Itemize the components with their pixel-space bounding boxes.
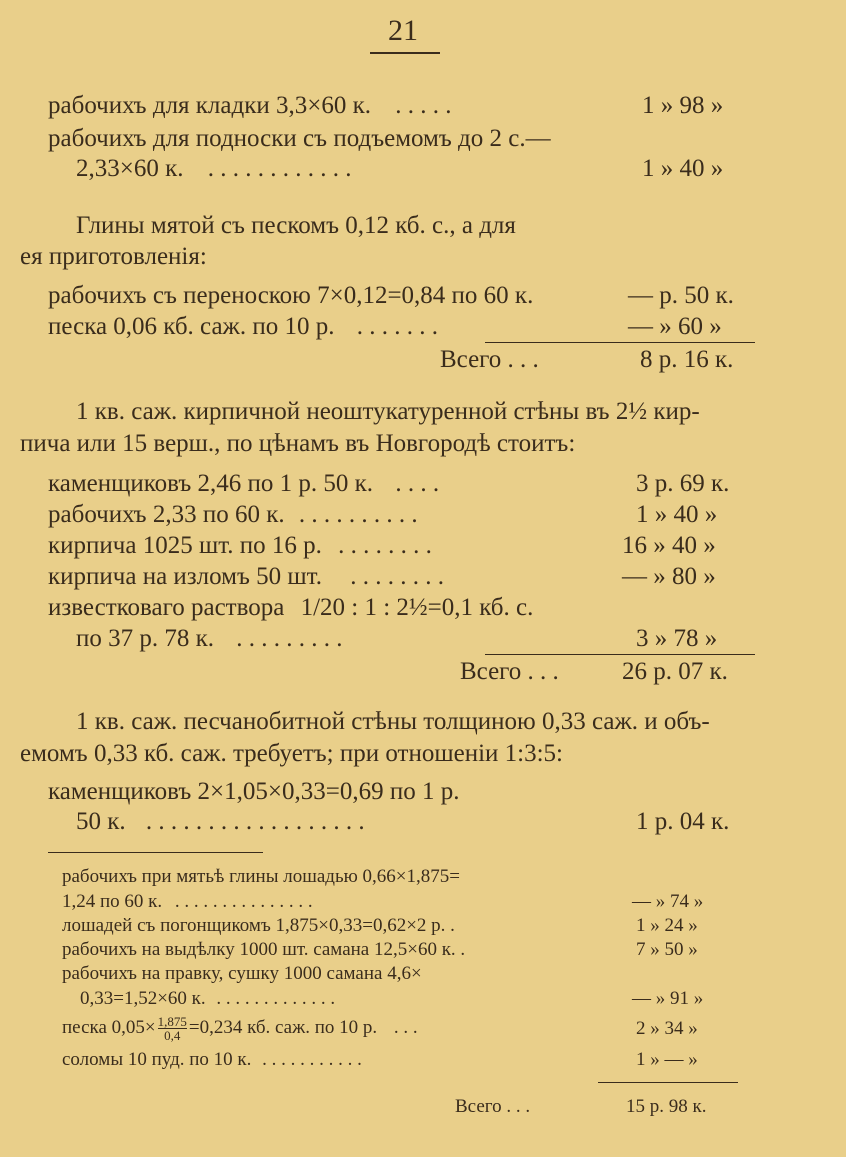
value-sand: — » 60 »	[628, 313, 722, 340]
value-workers-laying: 1 » 98 »	[642, 92, 724, 119]
value-workers-carrying: 1 » 40 »	[642, 155, 724, 182]
line-workers-laying: рабочихъ для кладки 3,3×60 к. . . . . .	[48, 92, 452, 119]
footnote-value-clay-mixing: — » 74 »	[632, 891, 704, 912]
total-label: Всего . . .	[440, 346, 539, 373]
value-masons: 3 р. 69 к.	[636, 470, 730, 497]
line-workers: рабочихъ 2,33 по 60 к. . . . . . . . . . .	[48, 501, 418, 528]
footnote-total-value: 15 р. 98 к.	[626, 1096, 707, 1117]
footnote-line-clay-mixing: рабочихъ при мятьѣ глины лошадью 0,66×1,875=	[62, 866, 460, 887]
fraction: $\frac{1,875}{0,4}$	[157, 1014, 187, 1043]
line-lime-mortar-price: по 37 р. 78 к. . . . . . . . . .	[76, 625, 343, 652]
sum-rule	[598, 1082, 738, 1083]
line-masons-rammed-cont: 50 к. . . . . . . . . . . . . . . . . . .	[76, 808, 365, 835]
value-lime-mortar: 3 » 78 »	[636, 625, 718, 652]
page-number: 21	[388, 14, 418, 47]
footnote-line-adobe-drying: рабочихъ на правку, сушку 1000 самана 4,6×	[62, 963, 422, 984]
line-bricks: кирпича 1025 шт. по 16 р. . . . . . . . .	[48, 532, 432, 559]
paragraph-clay-cont: ея приготовленія:	[20, 243, 207, 270]
footnote-value-adobe-drying: — » 91 »	[632, 988, 704, 1009]
page-number-underline	[370, 52, 440, 54]
footnote-total-label: Всего . . .	[455, 1096, 531, 1117]
footnote-line-clay-mixing-cont: 1,24 по 60 к. . . . . . . . . . . . . . . .	[62, 891, 313, 912]
leader-dots: . . . . . . . . . .	[298, 501, 418, 528]
paragraph-rammed-wall-cont: емомъ 0,33 кб. саж. требуетъ; при отношеніи 1:3:5:	[20, 740, 563, 767]
leader-dots: . . .	[393, 1016, 418, 1038]
total-value: 8 р. 16 к.	[640, 346, 734, 373]
sum-rule	[485, 654, 755, 655]
line-masons-rammed: каменщиковъ 2×1,05×0,33=0,69 по 1 р.	[48, 778, 460, 805]
footnote-line-horses: лошадей съ погонщикомъ 1,875×0,33=0,62×2 р. .	[62, 915, 455, 936]
footnote-line-adobe-making: рабочихъ на выдѣлку 1000 шт. самана 12,5×60 к. .	[62, 939, 466, 960]
leader-dots: . . . . . . . . . . . . .	[216, 988, 336, 1009]
footnote-value-straw: 1 » — »	[636, 1049, 698, 1070]
footnote-value-sand: 2 » 34 »	[636, 1018, 698, 1039]
paragraph-brick-wall: 1 кв. саж. кирпичной неоштукатуренной стѣны въ 2½ кир-	[76, 398, 700, 425]
line-workers-carrying: рабочихъ для подноски съ подъемомъ до 2 с.—	[48, 125, 551, 152]
leader-dots: . . . .	[395, 470, 440, 497]
leader-dots: . . . . . . . . . . . .	[207, 155, 352, 182]
leader-dots: . . . . . . . .	[338, 532, 432, 559]
paragraph-clay: Глины мятой съ пескомъ 0,12 кб. с., а для	[76, 212, 516, 239]
line-sand: песка 0,06 кб. саж. по 10 р. . . . . . . .	[48, 313, 438, 340]
total-label: Всего . . .	[460, 658, 559, 685]
footnote-line-sand: песка 0,05× $\frac{1,875}{0,4}$ =0,234 кб. саж. по 10 р. . . .	[62, 1014, 418, 1043]
sum-rule	[485, 342, 755, 343]
footnote-value-horses: 1 » 24 »	[636, 915, 698, 936]
leader-dots: . . . . . . . . . . .	[262, 1049, 362, 1070]
leader-dots: . . . . . . .	[356, 313, 438, 340]
line-masons: каменщиковъ 2,46 по 1 р. 50 к. . . . .	[48, 470, 440, 497]
footnote-line-straw: соломы 10 пуд. по 10 к. . . . . . . . . . . .	[62, 1049, 362, 1070]
line-lime-mortar: известковаго раствора 1/20 : 1 : 2½=0,1 кб. с.	[48, 594, 534, 621]
value-masons-rammed: 1 р. 04 к.	[636, 808, 730, 835]
leader-dots: . . . . . . . .	[350, 563, 444, 590]
leader-dots: . . . . . . . . . . . . . . . . . .	[145, 808, 365, 835]
line-workers-carrying-cont: 2,33×60 к. . . . . . . . . . . . .	[76, 155, 352, 182]
leader-dots: . . . . .	[395, 92, 452, 119]
footnote-value-adobe-making: 7 » 50 »	[636, 939, 698, 960]
total-value: 26 р. 07 к.	[622, 658, 728, 685]
paragraph-rammed-wall: 1 кв. саж. песчанобитной стѣны толщиною 0,33 саж. и объ-	[76, 708, 710, 735]
leader-dots: . . . . . . . . . . . . . . .	[174, 891, 313, 912]
value-bricks: 16 » 40 »	[622, 532, 716, 559]
leader-dots: . . . . . . . . .	[236, 625, 343, 652]
paragraph-brick-wall-cont: пича или 15 верш., по цѣнамъ въ Новгородѣ стоитъ:	[20, 430, 576, 457]
value-workers: 1 » 40 »	[636, 501, 718, 528]
line-workers-transport: рабочихъ съ переноскою 7×0,12=0,84 по 60 к.	[48, 282, 534, 309]
value-workers-transport: — р. 50 к.	[628, 282, 734, 309]
line-broken-bricks: кирпича на изломъ 50 шт. . . . . . . . .	[48, 563, 444, 590]
footnote-separator	[48, 852, 263, 853]
value-broken-bricks: — » 80 »	[622, 563, 716, 590]
footnote-line-adobe-drying-cont: 0,33=1,52×60 к. . . . . . . . . . . . . .	[80, 988, 336, 1009]
